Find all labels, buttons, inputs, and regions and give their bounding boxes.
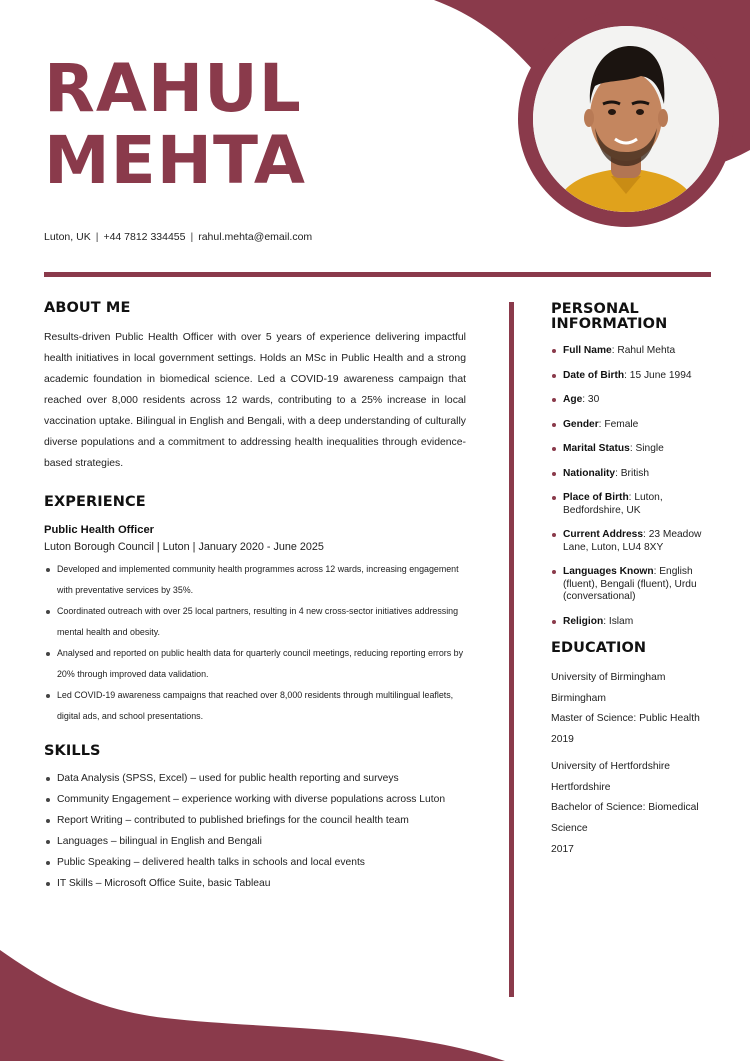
edu-location: Birmingham (551, 692, 606, 704)
separator: | (95, 231, 99, 243)
info-label: Full Name (563, 345, 612, 356)
education-entry (551, 668, 726, 751)
info-value: 15 June 1994 (629, 369, 692, 381)
personal-heading (551, 302, 726, 332)
right-column (551, 302, 726, 860)
edu-degree: Bachelor of Science: Biomedical Science (551, 802, 699, 834)
email-text: rahul.mehta@email.com (198, 231, 313, 243)
experience-list (44, 559, 466, 727)
info-label: Gender (563, 418, 599, 430)
edu-location: Hertfordshire (551, 781, 611, 793)
bottom-left-wave (0, 950, 505, 1061)
job-title: Public Health Officer (44, 524, 155, 536)
edu-university: University of Birmingham (551, 672, 666, 683)
list-item: Data Analysis (SPSS, Excel) – used for public health reporting and surveys (44, 768, 466, 789)
info-value: Rahul Mehta (617, 345, 676, 356)
list-item: Languages Known: English (fluent), Bengali (fluent), Urdu (conversational) (551, 566, 726, 604)
info-label: Place of Birth (563, 492, 629, 503)
info-value: British (620, 467, 650, 479)
list-item: Current Address: 23 Meadow Lane, Luton, LU4 8XY (551, 529, 726, 554)
list-item: Developed and implemented community health programmes across 12 wards, increasing engagement with preventative services by 35%. (44, 559, 466, 601)
list-item: Age: 30 (551, 394, 726, 407)
about-text: Results-driven Public Health Officer with over 5 years of experience delivering impactful health initiatives in local government settings. Holds an MSc in Public Health and a strong academic foundation in biomedical science. Led a COVID-19 awareness campaign that reached over 8,000 residents across 12 wards, contributing to a 25% increase in local vaccination uptake. Bilingual in English and Bengali, with a deep understanding of culturally diverse populations and a commitment to addressing health inequalities through evidence-based strategies. (44, 332, 466, 469)
list-item: Gender: Female (551, 419, 726, 432)
list-item: Religion: Islam (551, 616, 726, 629)
list-item: Coordinated outreach with over 25 local partners, resulting in 4 new cross-sector initiatives addressing mental health and obesity. (44, 601, 466, 643)
info-label: Languages Known (563, 566, 654, 577)
info-value: English (fluent), Bengali (fluent), Urdu (conversational) (563, 566, 697, 602)
edu-year: 2019 (551, 734, 574, 746)
list-item: Nationality: British (551, 468, 726, 481)
first-name: RAHUL (44, 50, 302, 127)
list-item: Analysed and reported on public health data for quarterly council meetings, reducing reporting errors by 20% through improved data validation. (44, 643, 466, 685)
info-value: Islam (608, 615, 634, 627)
list-item: Report Writing – contributed to published briefings for the council health team (44, 810, 466, 831)
skills-list (44, 768, 466, 894)
list-item: Community Engagement – experience working with diverse populations across Luton (44, 789, 466, 810)
info-label: Nationality (563, 467, 616, 479)
info-value: Single (635, 443, 664, 454)
info-value: 23 Meadow Lane, Luton, LU4 8XY (563, 529, 702, 553)
job-meta: Luton Borough Council | Luton | January 2020 - June 2025 (44, 541, 324, 553)
profile-photo (533, 26, 719, 212)
last-name: MEHTA (44, 122, 306, 199)
edu-year: 2017 (551, 843, 574, 855)
info-label: Current Address (563, 529, 644, 540)
list-item: Led COVID-19 awareness campaigns that reached over 8,000 residents through multilingual leaflets, digital ads, and school presentations. (44, 685, 466, 727)
experience-heading: EXPERIENCE (44, 494, 146, 510)
info-value: Luton, Bedfordshire, UK (563, 492, 663, 516)
skills-heading: SKILLS (44, 743, 101, 759)
edu-degree: Master of Science: Public Health (551, 713, 700, 725)
list-item: IT Skills – Microsoft Office Suite, basic Tableau (44, 873, 466, 894)
profile-photo-man-icon (533, 26, 719, 212)
list-item: Place of Birth: Luton, Bedfordshire, UK (551, 492, 726, 517)
info-value: Female (604, 418, 639, 430)
education-heading: EDUCATION (551, 640, 647, 656)
info-label: Age (563, 394, 583, 405)
personal-heading-line1: PERSONAL (551, 301, 639, 317)
left-column (44, 300, 466, 894)
column-divider (509, 302, 514, 997)
phone-text: +44 7812 334455 (103, 231, 186, 243)
edu-university: University of Hertfordshire (551, 760, 671, 772)
contact-line (44, 231, 312, 243)
list-item: Full Name: Rahul Mehta (551, 345, 726, 358)
list-item: Languages – bilingual in English and Bengali (44, 831, 466, 852)
about-heading: ABOUT ME (44, 300, 131, 316)
personal-info-list (551, 345, 726, 628)
header-divider (44, 272, 711, 277)
personal-heading-line2: INFORMATION (551, 316, 668, 332)
education-entry (551, 757, 726, 861)
list-item: Public Speaking – delivered health talks in schools and local events (44, 852, 466, 873)
info-value: 30 (587, 394, 600, 405)
list-item: Marital Status: Single (551, 443, 726, 456)
info-label: Date of Birth (563, 369, 625, 381)
info-label: Religion (563, 615, 604, 627)
info-label: Marital Status (563, 443, 630, 454)
list-item: Date of Birth: 15 June 1994 (551, 370, 726, 383)
separator: | (190, 231, 194, 243)
location-text: Luton, UK (44, 231, 91, 243)
